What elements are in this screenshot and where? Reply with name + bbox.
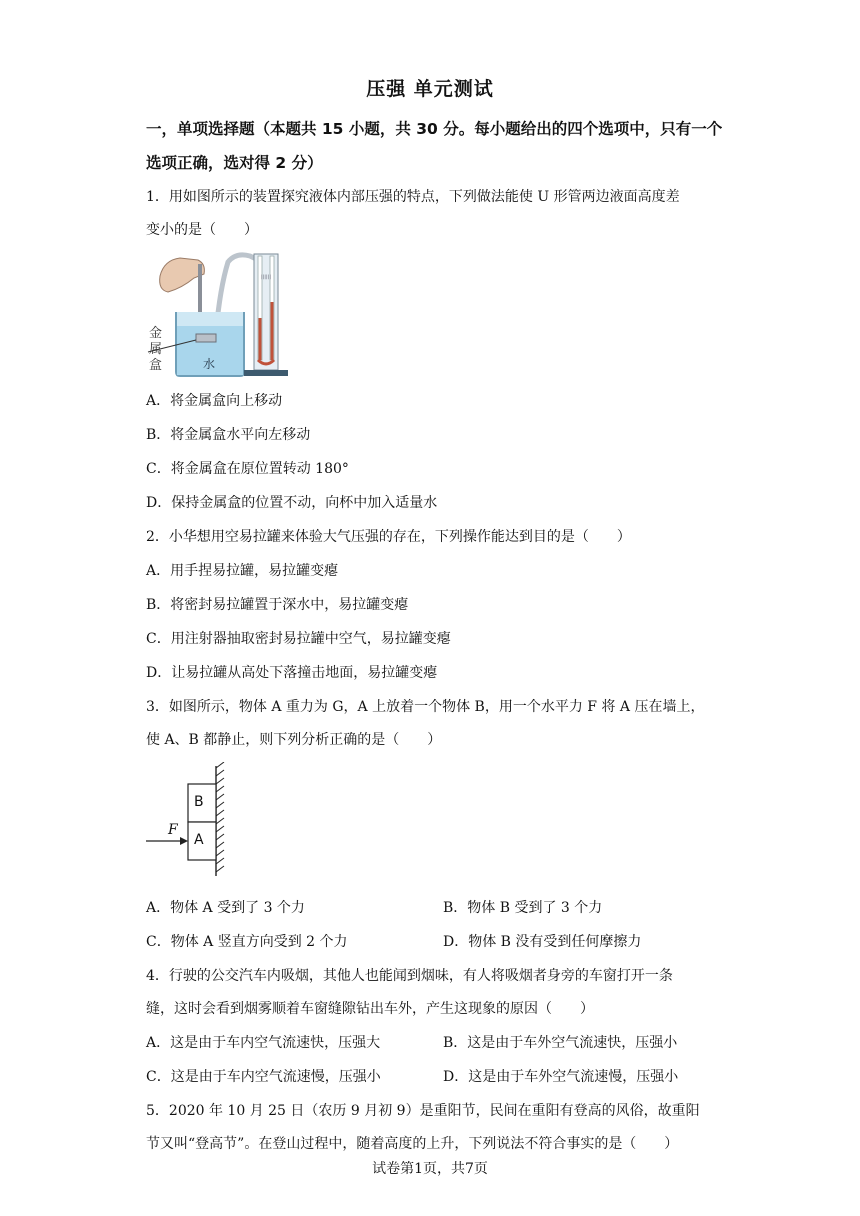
wall-hatching xyxy=(216,762,224,872)
q3-option-b: B．物体 B 受到了 3 个力 xyxy=(443,900,603,916)
q4-option-b: B．这是由于车外空气流速快，压强小 xyxy=(443,1035,678,1051)
q4-option-d: D．这是由于车外空气流速慢，压强小 xyxy=(443,1069,679,1085)
force-label: F xyxy=(168,822,178,838)
q5-stem-line2: 节又叫“登高节”。在登山过程中，随着高度的上升，下列说法不符合事实的是（ ） xyxy=(146,1136,679,1152)
q2-option-a: A．用手捏易拉罐，易拉罐变瘪 xyxy=(146,563,339,579)
q4-stem-line1: 4．行驶的公交汽车内吸烟，其他人也能闻到烟味，有人将吸烟者身旁的车窗打开一条 xyxy=(146,968,673,984)
q2-stem: 2．小华想用空易拉罐来体验大气压强的存在，下列操作能达到目的是（ ） xyxy=(146,529,631,545)
svg-text:||||||: |||||| xyxy=(260,274,272,280)
q1-option-d: D．保持金属盒的位置不动，向杯中加入适量水 xyxy=(146,495,438,511)
q4-option-a: A．这是由于车内空气流速快，压强大 xyxy=(146,1035,381,1051)
q1-stem-line2: 变小的是（ ） xyxy=(146,222,258,238)
q1-option-a: A．将金属盒向上移动 xyxy=(146,393,283,409)
q1-stem-line1: 1．用如图所示的装置探究液体内部压强的特点，下列做法能使 U 形管两边液面高度差 xyxy=(146,189,680,205)
water-label: 水 xyxy=(203,357,216,371)
pressure-gauge-figure xyxy=(146,248,296,378)
manometer-base xyxy=(244,370,288,376)
q3-option-d: D．物体 B 没有受到任何摩擦力 xyxy=(443,934,642,950)
q2-option-d: D．让易拉罐从高处下落撞击地面，易拉罐变瘪 xyxy=(146,665,438,681)
q4-stem-line2: 缝，这时会看到烟雾顺着车窗缝隙钻出车外，产生这现象的原因（ ） xyxy=(146,1001,594,1017)
q3-stem-line1: 3．如图所示，物体 A 重力为 G，A 上放着一个物体 B，用一个水平力 F 将 A 压在墙上， xyxy=(146,699,705,715)
hand-icon xyxy=(160,258,205,292)
q3-option-c: C．物体 A 竖直方向受到 2 个力 xyxy=(146,934,348,950)
metal-box xyxy=(196,334,216,342)
q4-option-c: C．这是由于车内空气流速慢，压强小 xyxy=(146,1069,381,1085)
q1-option-b: B．将金属盒水平向左移动 xyxy=(146,427,311,443)
q2-option-c: C．用注射器抽取密封易拉罐中空气，易拉罐变瘪 xyxy=(146,631,451,647)
section-header: 一，单项选择题（本题共 15 小题，共 30 分。每小题给出的四个选项中，只有一个选项正确，选对得 2 分） xyxy=(146,120,723,172)
arrow-head-icon xyxy=(180,837,188,845)
block-a-label: A xyxy=(194,832,204,848)
q5-stem-line1: 5．2020 年 10 月 25 日（农历 9 月初 9）是重阳节，民间在重阳有登高的风俗，故重阳 xyxy=(146,1103,700,1119)
page-title: 压强 单元测试 xyxy=(366,78,494,100)
metal-box-label: 金 属 盒 xyxy=(149,326,163,373)
block-b-label: B xyxy=(194,794,204,810)
q2-option-b: B．将密封易拉罐置于深水中，易拉罐变瘪 xyxy=(146,597,409,613)
force-diagram-figure xyxy=(144,762,234,880)
q3-stem-line2: 使 A、B 都静止，则下列分析正确的是（ ） xyxy=(146,732,442,748)
q3-option-a: A．物体 A 受到了 3 个力 xyxy=(146,900,305,916)
q1-option-c: C．将金属盒在原位置转动 180° xyxy=(146,461,349,477)
page-footer: 试卷第1页，共7页 xyxy=(372,1161,488,1177)
